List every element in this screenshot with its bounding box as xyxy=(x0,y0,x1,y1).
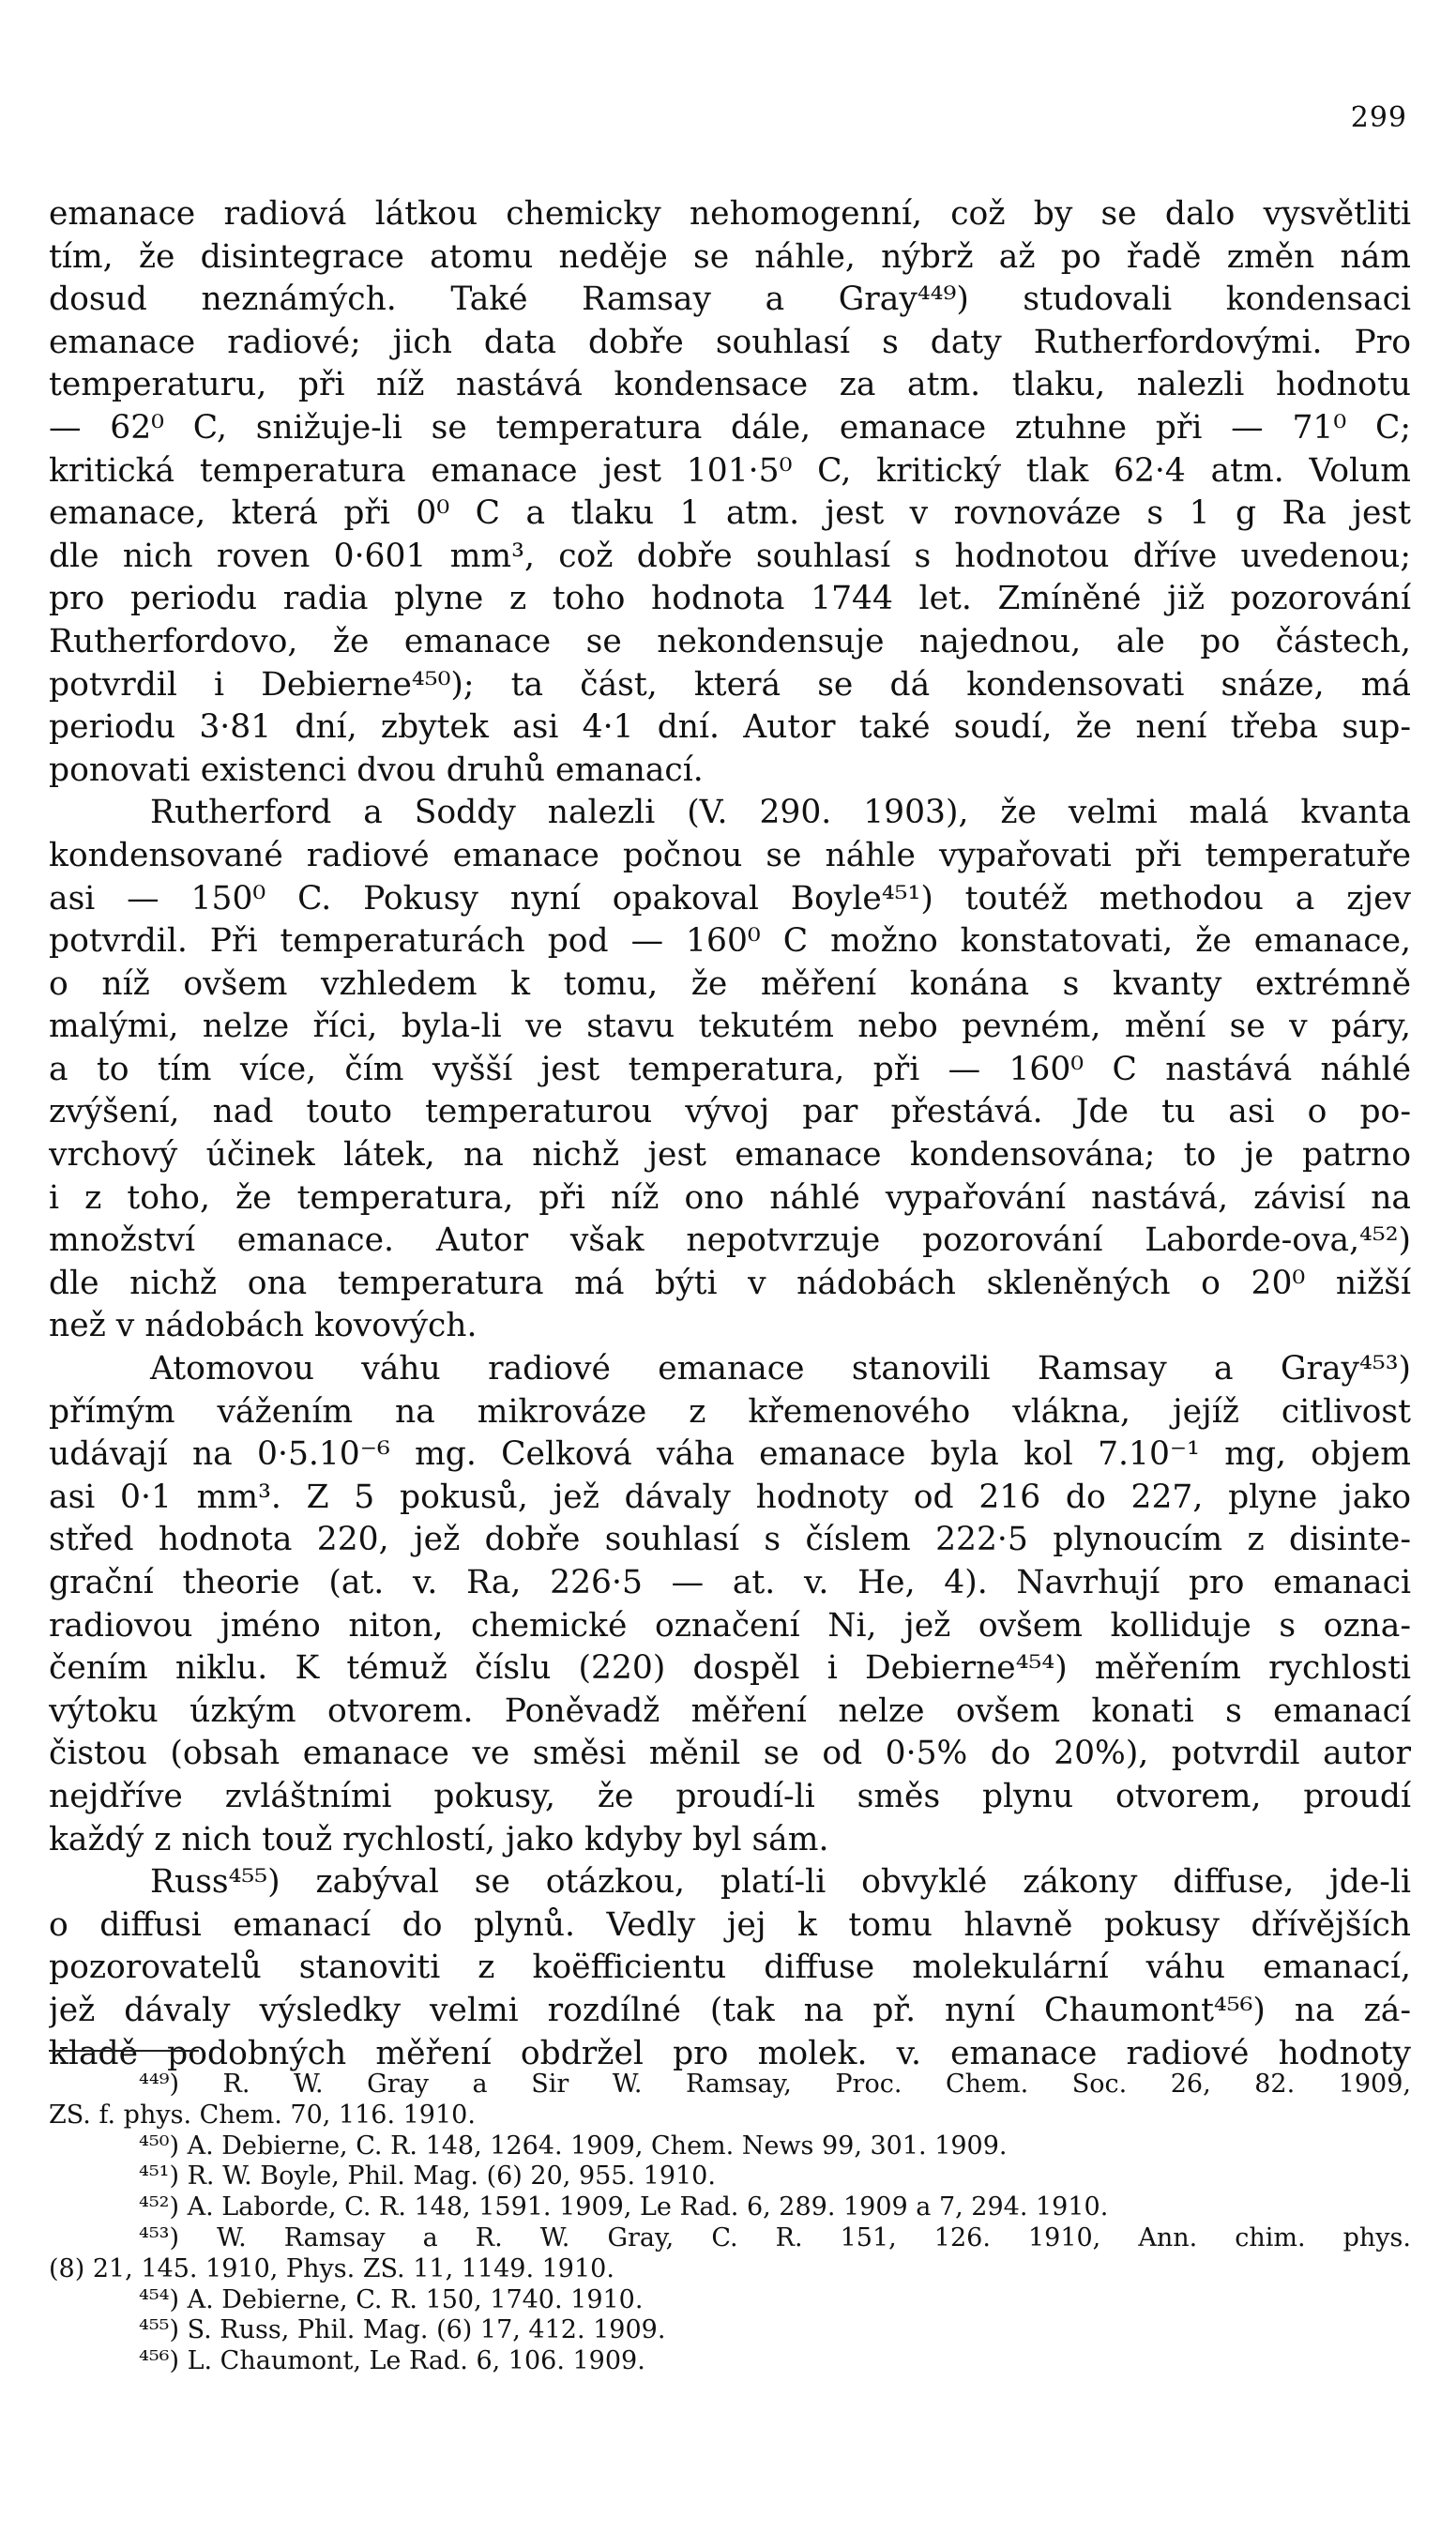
footnote-line: ⁴⁵⁴) A. Debierne, C. R. 150, 1740. 1910. xyxy=(139,2284,644,2314)
footnote-line: ⁴⁵¹) R. W. Boyle, Phil. Mag. (6) 20, 955. 1910. xyxy=(139,2161,716,2192)
text-line: jež dávaly výsledky velmi rozdílné (tak na př. nyní Chaumont⁴⁵⁶) na zá- xyxy=(49,1991,1411,2029)
footnote-line: ⁴⁵⁰) A. Debierne, C. R. 148, 1264. 1909, Chem. News 99, 301. 1909. xyxy=(139,2131,1008,2161)
footnote-line: ⁴⁵⁶) L. Chaumont, Le Rad. 6, 106. 1909. xyxy=(139,2346,645,2376)
text-line: potvrdil i Debierne⁴⁵⁰); ta část, která se dá kondensovati snáze, má xyxy=(49,665,1411,704)
text-line: potvrdil. Při temperaturách pod — 160⁰ C možno konstatovati, že emanace, xyxy=(49,922,1411,961)
text-line: Rutherford a Soddy nalezli (V. 290. 1903), že velmi malá kvanta xyxy=(150,794,1411,832)
text-line: kritická temperatura emanace jest 101·5⁰ C, kritický tlak 62·4 atm. Volum xyxy=(49,451,1411,490)
text-line: Russ⁴⁵⁵) zabýval se otázkou, platí-li obvyklé zákony diffuse, jde-li xyxy=(150,1863,1411,1902)
text-line: množství emanace. Autor však nepotvrzuje pozorování Laborde-ova,⁴⁵²) xyxy=(49,1221,1411,1260)
text-line: udávají na 0·5.10⁻⁶ mg. Celková váha emanace byla kol 7.10⁻¹ mg, objem xyxy=(49,1435,1411,1474)
text-line: Atomovou váhu radiové emanace stanovili Ramsay a Gray⁴⁵³) xyxy=(150,1350,1411,1388)
text-line: i z toho, že temperatura, při níž ono náhlé vypařování nastává, závisí na xyxy=(49,1178,1411,1217)
body-text xyxy=(49,193,1411,2075)
footnote-line: ⁴⁴⁹) R. W. Gray a Sir W. Ramsay, Proc. Chem. Soc. 26, 82. 1909, xyxy=(139,2070,1411,2099)
text-line: malými, nelze říci, byla-li ve stavu tekutém nebo pevném, mění se v páry, xyxy=(49,1008,1411,1046)
text-line: emanace radiová látkou chemicky nehomogenní, což by se dalo vysvětliti xyxy=(49,195,1411,233)
text-line: přímým vážením na mikrováze z křemenového vlákna, jejíž citlivost xyxy=(49,1392,1411,1431)
text-line: temperaturu, při níž nastává kondensace za atm. tlaku, nalezli hodnotu xyxy=(49,366,1411,404)
page-number: 299 xyxy=(1350,101,1407,134)
text-line: asi — 150⁰ C. Pokusy nyní opakoval Boyle⁴⁵¹) toutéž methodou a zjev xyxy=(49,879,1411,918)
text-line: kladě podobných měření obdržel pro molek. v. emanace radiové hodnoty xyxy=(49,2034,1411,2072)
text-line: emanace, která při 0⁰ C a tlaku 1 atm. jest v rovnováze s 1 g Ra jest xyxy=(49,494,1411,533)
text-line: každý z nich touž rychlostí, jako kdyby byl sám. xyxy=(49,1820,829,1858)
text-line: dle nich roven 0·601 mm³, což dobře souhlasí s hodnotou dříve uvedenou; xyxy=(49,537,1411,575)
text-line: a to tím více, čím vyšší jest temperatura, při — 160⁰ C nastává náhlé xyxy=(49,1050,1411,1088)
text-line: asi 0·1 mm³. Z 5 pokusů, jež dávaly hodnoty od 216 do 227, plyne jako xyxy=(49,1478,1411,1516)
footnote-line: ⁴⁵²) A. Laborde, C. R. 148, 1591. 1909, Le Rad. 6, 289. 1909 a 7, 294. 1910. xyxy=(139,2192,1109,2222)
text-line: pro periodu radia plyne z toho hodnota 1744 let. Zmíněné již pozorování xyxy=(49,580,1411,618)
text-line: Rutherfordovo, že emanace se nekondensuje najednou, ale po částech, xyxy=(49,622,1411,660)
text-line: tím, že disintegrace atomu neděje se náhle, nýbrž až po řadě změn nám xyxy=(49,237,1411,276)
text-line: výtoku úzkým otvorem. Poněvadž měření nelze ovšem konati s emanací xyxy=(49,1691,1411,1730)
text-line: ponovati existenci dvou druhů emanací. xyxy=(49,751,704,789)
text-line: čením niklu. K témuž číslu (220) dospěl i Debierne⁴⁵⁴) měřením rychlosti xyxy=(49,1649,1411,1688)
text-line: střed hodnota 220, jež dobře souhlasí s číslem 222·5 plynoucím z disinte- xyxy=(49,1521,1411,1559)
footnote-line: (8) 21, 145. 1910, Phys. ZS. 11, 1149. 1910. xyxy=(49,2253,614,2283)
text-line: dosud neznámých. Také Ramsay a Gray⁴⁴⁹) studovali kondensaci xyxy=(49,281,1411,319)
text-line: emanace radiové; jich data dobře souhlasí s daty Rutherfordovými. Pro xyxy=(49,323,1411,361)
text-line: kondensované radiové emanace počnou se náhle vypařovati při temperatuře xyxy=(49,836,1411,874)
text-line: grační theorie (at. v. Ra, 226·5 — at. v. He, 4). Navrhují pro emanaci xyxy=(49,1564,1411,1601)
footnote-line: ⁴⁵⁵) S. Russ, Phil. Mag. (6) 17, 412. 1909. xyxy=(139,2315,666,2345)
footnote-line: ⁴⁵³) W. Ramsay a R. W. Gray, C. R. 151, 126. 1910, Ann. chim. phys. xyxy=(139,2222,1411,2252)
footnotes xyxy=(49,2070,1411,2377)
footnote-line: ZS. f. phys. Chem. 70, 116. 1910. xyxy=(49,2100,476,2130)
text-line: než v nádobách kovových. xyxy=(49,1307,478,1345)
text-line: čistou (obsah emanace ve směsi měnil se od 0·5% do 20%), potvrdil autor xyxy=(49,1735,1411,1773)
text-line: vrchový účinek látek, na nichž jest emanace kondensována; to je patrno xyxy=(49,1136,1411,1175)
text-line: dle nichž ona temperatura má býti v nádobách skleněných o 20⁰ nižší xyxy=(49,1264,1411,1302)
text-line: o níž ovšem vzhledem k tomu, že měření konána s kvanty extrémně xyxy=(49,964,1411,1003)
text-line: — 62⁰ C, snižuje-li se temperatura dále, emanace ztuhne při — 71⁰ C; xyxy=(49,408,1411,447)
footnote-divider xyxy=(49,2050,199,2052)
text-line: pozorovatelů stanoviti z koëfficientu diffuse molekulární váhu emanací, xyxy=(49,1949,1411,1987)
text-line: zvýšení, nad touto temperaturou vývoj par přestává. Jde tu asi o po- xyxy=(49,1093,1411,1131)
text-line: periodu 3·81 dní, zbytek asi 4·1 dní. Autor také soudí, že není třeba sup- xyxy=(49,708,1411,747)
text-line: nejdříve zvláštními pokusy, že proudí-li směs plynu otvorem, proudí xyxy=(49,1777,1411,1815)
text-line: radiovou jméno niton, chemické označení Ni, jež ovšem kolliduje s ozna- xyxy=(49,1606,1411,1645)
text-line: o diffusi emanací do plynů. Vedly jej k tomu hlavně pokusy dřívějších xyxy=(49,1905,1411,1944)
